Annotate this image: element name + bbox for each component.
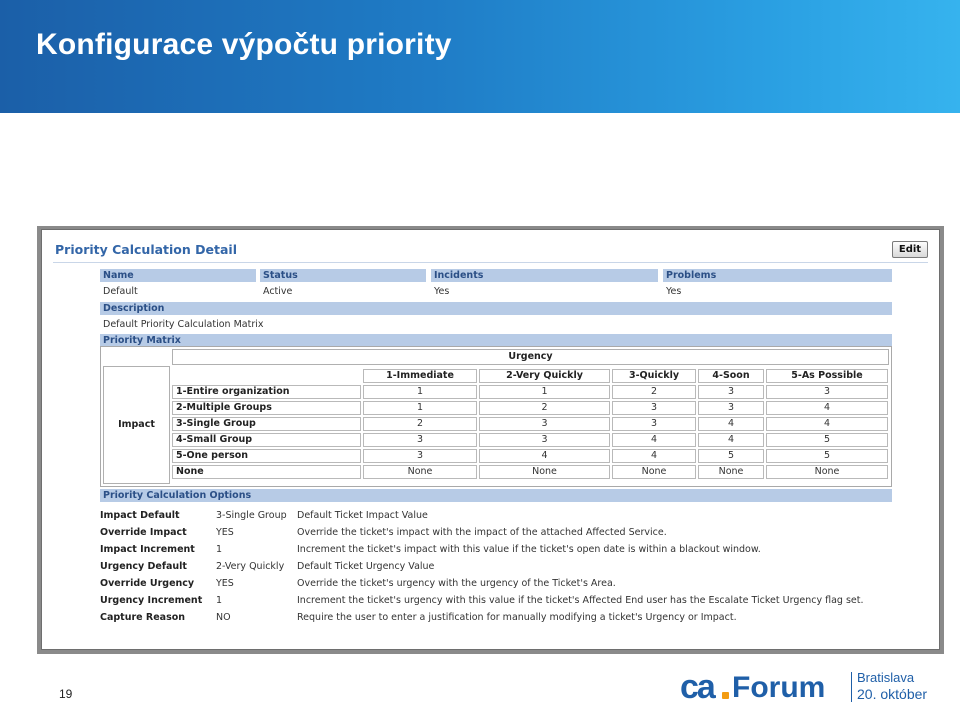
logo-forum-text: Forum bbox=[732, 671, 826, 704]
matrix-cell: 4 bbox=[766, 401, 888, 415]
column-header-as-possible: 5-As Possible bbox=[766, 369, 888, 383]
problems-value: Yes bbox=[666, 286, 682, 297]
matrix-cell: None bbox=[363, 465, 477, 479]
option-label: Override Urgency bbox=[100, 578, 195, 589]
matrix-cell: 4 bbox=[612, 433, 696, 447]
calculation-options-header: Priority Calculation Options bbox=[100, 489, 892, 502]
logo-ca-text: ca bbox=[680, 668, 714, 705]
matrix-cell: 5 bbox=[766, 433, 888, 447]
matrix-cell: 5 bbox=[766, 449, 888, 463]
row-header-multiple-groups: 2-Multiple Groups bbox=[172, 401, 361, 415]
matrix-cell: 4 bbox=[479, 449, 610, 463]
matrix-cell: 3 bbox=[363, 433, 477, 447]
option-description: Require the user to enter a justification for manually modifying a ticket's Urgency or Impact. bbox=[297, 612, 737, 623]
matrix-cell: 4 bbox=[698, 417, 764, 431]
name-header: Name bbox=[100, 269, 256, 282]
page-number: 19 bbox=[59, 687, 73, 701]
impact-label: Impact bbox=[118, 419, 155, 430]
priority-matrix bbox=[100, 346, 892, 487]
matrix-cell: 2 bbox=[612, 385, 696, 399]
row-header-small-group: 4-Small Group bbox=[172, 433, 361, 447]
matrix-cell: 1 bbox=[479, 385, 610, 399]
option-value: NO bbox=[216, 612, 231, 623]
matrix-cell: 4 bbox=[698, 433, 764, 447]
logo-dot-icon bbox=[722, 692, 729, 699]
matrix-cell: 3 bbox=[766, 385, 888, 399]
option-description: Default Ticket Impact Value bbox=[297, 510, 428, 521]
status-header: Status bbox=[260, 269, 426, 282]
option-label: Urgency Increment bbox=[100, 595, 203, 606]
option-value: 1 bbox=[216, 595, 223, 606]
logo-date: 20. október bbox=[857, 686, 928, 702]
ca-forum-logo bbox=[680, 668, 940, 704]
option-value: YES bbox=[216, 527, 234, 538]
matrix-cell: 4 bbox=[766, 417, 888, 431]
option-label: Impact Default bbox=[100, 510, 180, 521]
screenshot-window bbox=[41, 229, 940, 650]
column-header-very-quickly: 2-Very Quickly bbox=[479, 369, 610, 383]
matrix-cell: 3 bbox=[363, 449, 477, 463]
matrix-cell: 3 bbox=[698, 385, 764, 399]
option-description: Increment the ticket's impact with this value if the ticket's open date is within a blackout window. bbox=[297, 544, 761, 555]
matrix-cell: None bbox=[766, 465, 888, 479]
option-description: Default Ticket Urgency Value bbox=[297, 561, 435, 572]
matrix-cell: 2 bbox=[363, 417, 477, 431]
matrix-cell: 5 bbox=[698, 449, 764, 463]
matrix-cell: 3 bbox=[612, 401, 696, 415]
matrix-cell: 3 bbox=[698, 401, 764, 415]
column-header-soon: 4-Soon bbox=[698, 369, 764, 383]
status-value: Active bbox=[263, 286, 293, 297]
option-description: Override the ticket's urgency with the urgency of the Ticket's Area. bbox=[297, 578, 616, 589]
column-header-quickly: 3-Quickly bbox=[612, 369, 696, 383]
option-description: Override the ticket's impact with the impact of the attached Affected Service. bbox=[297, 527, 667, 538]
column-header-immediate: 1-Immediate bbox=[363, 369, 477, 383]
matrix-cell: 4 bbox=[612, 449, 696, 463]
description-value: Default Priority Calculation Matrix bbox=[103, 319, 264, 330]
incidents-header: Incidents bbox=[431, 269, 658, 282]
option-value: 1 bbox=[216, 544, 223, 555]
logo-city: Bratislava bbox=[857, 670, 915, 685]
option-value: 2-Very Quickly bbox=[216, 561, 285, 572]
title-divider bbox=[53, 262, 928, 263]
matrix-cell: 2 bbox=[479, 401, 610, 415]
edit-button[interactable]: Edit bbox=[892, 241, 928, 258]
row-header-entire-organization: 1-Entire organization bbox=[172, 385, 361, 399]
option-label: Urgency Default bbox=[100, 561, 187, 572]
slide-header bbox=[0, 0, 960, 113]
impact-column bbox=[103, 366, 170, 484]
option-value: YES bbox=[216, 578, 234, 589]
option-label: Impact Increment bbox=[100, 544, 195, 555]
screenshot-frame bbox=[37, 226, 944, 654]
matrix-cell: None bbox=[698, 465, 764, 479]
page-title: Priority Calculation Detail bbox=[55, 242, 237, 257]
matrix-cell: 1 bbox=[363, 385, 477, 399]
option-label: Override Impact bbox=[100, 527, 187, 538]
incidents-value: Yes bbox=[434, 286, 450, 297]
row-header-none: None bbox=[172, 465, 361, 479]
option-label: Capture Reason bbox=[100, 612, 186, 623]
priority-detail-page bbox=[47, 235, 934, 644]
row-header-one-person: 5-One person bbox=[172, 449, 361, 463]
matrix-cell: 3 bbox=[479, 433, 610, 447]
slide-title: Konfigurace výpočtu priority bbox=[36, 28, 452, 61]
matrix-cell: None bbox=[612, 465, 696, 479]
option-description: Increment the ticket's urgency with this value if the ticket's Affected End user has the Escalate Ticket Urgency flag set. bbox=[297, 595, 864, 606]
name-value: Default bbox=[103, 286, 138, 297]
matrix-cell: 3 bbox=[612, 417, 696, 431]
matrix-cell: None bbox=[479, 465, 610, 479]
urgency-label: Urgency bbox=[172, 349, 889, 365]
logo-separator bbox=[851, 672, 852, 702]
option-value: 3-Single Group bbox=[216, 510, 287, 521]
matrix-cell: 1 bbox=[363, 401, 477, 415]
row-header-single-group: 3-Single Group bbox=[172, 417, 361, 431]
description-header: Description bbox=[100, 302, 892, 315]
problems-header: Problems bbox=[663, 269, 892, 282]
priority-matrix-header: Priority Matrix bbox=[100, 334, 892, 347]
matrix-cell: 3 bbox=[479, 417, 610, 431]
